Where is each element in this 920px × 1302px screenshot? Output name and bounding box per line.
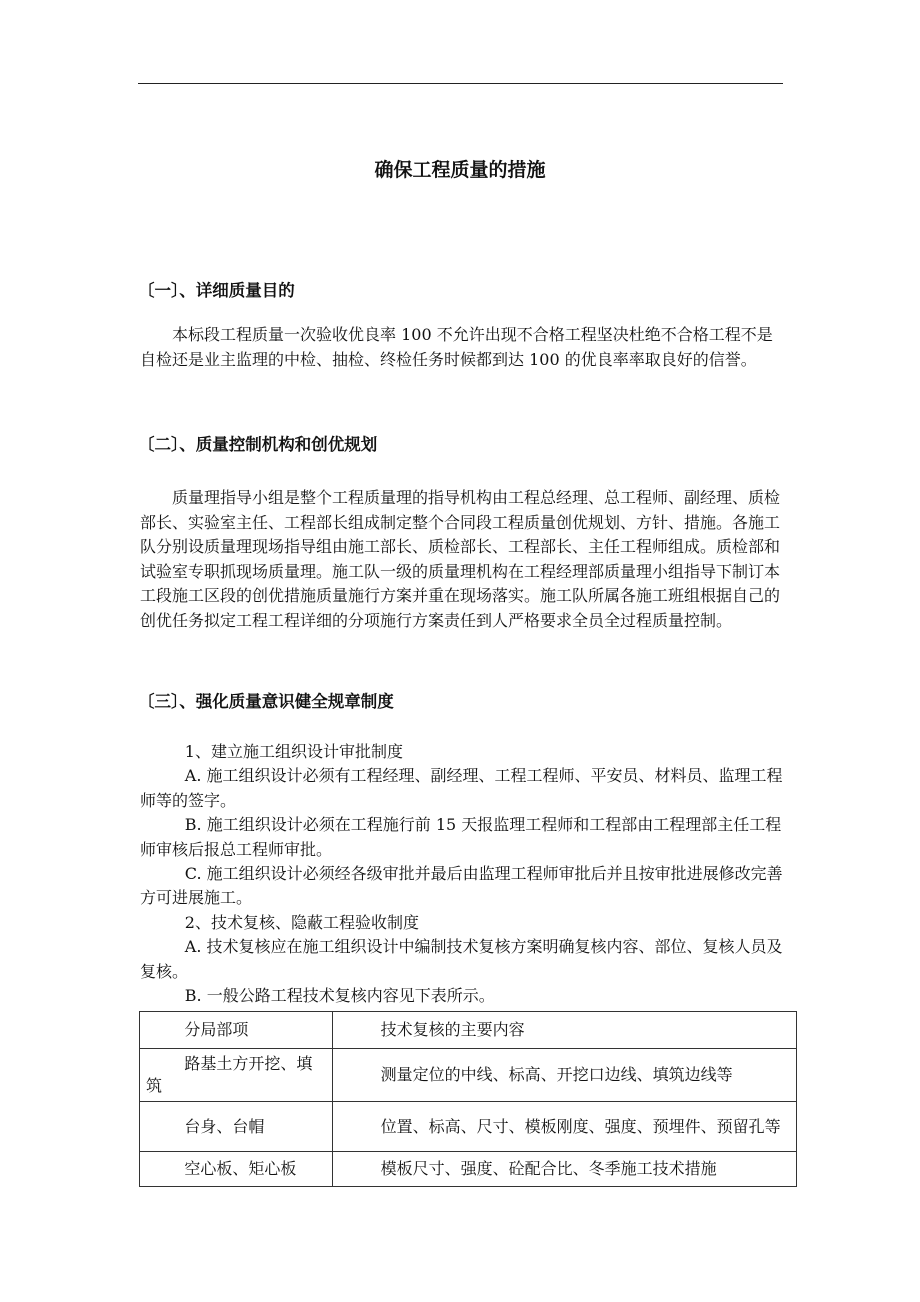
list-item: B. 一般公路工程技术复核内容见下表所示。 [184,986,495,1006]
section-3-heading: 〔三〕、强化质量意识健全规章制度 [138,692,394,711]
table-row [140,1152,797,1187]
table-cell: 台身、台帽 [140,1102,333,1152]
section-2-heading: 〔二〕、质量控制机构和创优规划 [138,435,378,454]
paragraph-text: 质量理指导小组是整个工程质量理的指导机构由工程总经理、总工程师、副经理、质检部长、实验室主任、工程部长组成制定整个合同段工程质量创优规划、方针、措施。各施工队分别设质量理现场指导组由施工部长、质检部长、工程部长、主任工程师组成。质检部和试验室专职抓现场质量理。施工队一级的质量理机构在工程经理部质量理小组指导下制订本工段施工区段的创优措施质量施行方案并重在现场落实。施工队所属各施工班组根据自己的创优任务拟定工程工程详细的分项施行方案责任到人严格要求全员全过程质量控制。 [140,488,781,630]
list-item: A. 施工组织设计必须有工程经理、副经理、工程工程师、平安员、材料员、监理工程师等的签字。 [140,766,783,810]
list-item: A. 技术复核应在施工组织设计中编制技术复核方案明确复核内容、部位、复核人员及复核。 [140,937,783,981]
document-title: 确保工程质量的措施 [374,159,546,181]
paragraph-text: 本标段工程质量一次验收优良率 100 不允许出现不合格工程坚决杜绝不合格工程不是自检还是业主监理的中检、抽检、终检任务时候都到达 100 的优良率率取良好的信誉。 [140,325,773,369]
table-header-cell: 分局部项 [140,1012,333,1049]
section-1-paragraph [140,323,785,372]
table-header-row [140,1012,797,1049]
technical-review-table [139,1011,797,1187]
table-cell: 测量定位的中线、标高、开挖口边线、填筑边线等 [333,1049,797,1102]
section-2-paragraph [140,486,785,633]
header-rule [138,83,783,84]
table-cell: 路基土方开挖、填筑 [140,1049,333,1102]
table-row [140,1102,797,1152]
table-row [140,1049,797,1102]
table-cell: 模板尺寸、强度、砼配合比、冬季施工技术措施 [333,1152,797,1187]
list-item: 2、技术复核、隐蔽工程验收制度 [184,912,419,932]
table-cell: 位置、标高、尺寸、模板刚度、强度、预埋件、预留孔等 [333,1102,797,1152]
list-item: 1、建立施工组织设计审批制度 [184,742,403,761]
table-header-cell: 技术复核的主要内容 [333,1012,797,1049]
section-1-heading: 〔一〕、详细质量目的 [138,281,295,300]
section-3-list [140,740,785,1008]
list-item: B. 施工组织设计必须在工程施行前 15 天报监理工程师和工程部由工程理部主任工程师审核后报总工程师审批。 [140,815,782,859]
list-item: C. 施工组织设计必须经各级审批并最后由监理工程师审批后并且按审批进展修改完善方可进展施工。 [140,864,783,908]
table-cell: 空心板、矩心板 [140,1152,333,1187]
